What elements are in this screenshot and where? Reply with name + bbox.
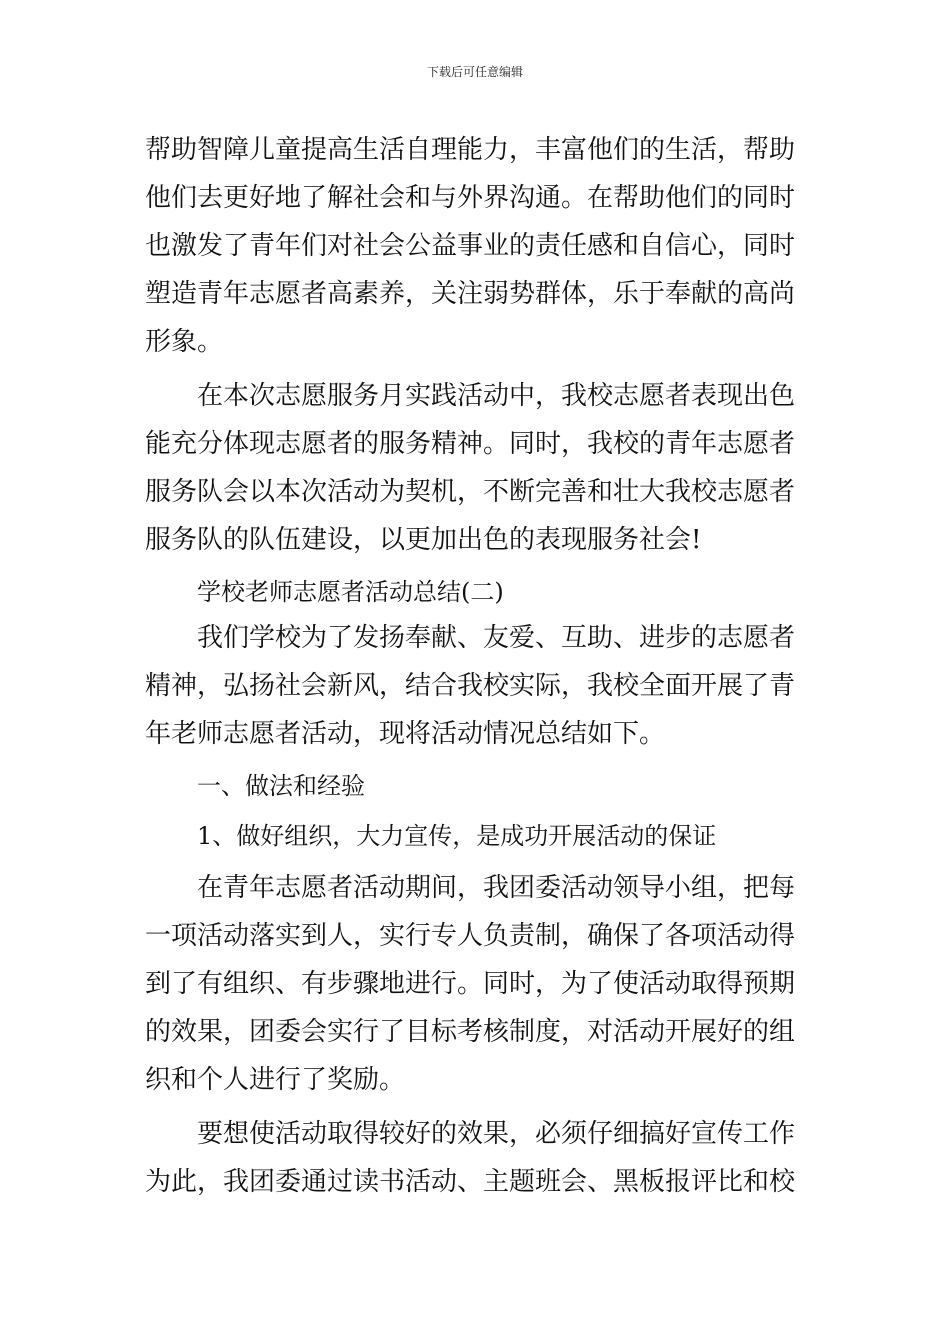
- text-line: 织和个人进行了奖励。: [145, 1065, 406, 1095]
- document-body: [145, 126, 807, 1206]
- text-line: 精神，弘扬社会新风，结合我校实际，我校全面开展了青: [145, 671, 796, 701]
- download-note: 下载后可任意编辑: [426, 65, 523, 79]
- text-line: 到了有组织、有步骤地进行。同时，为了使活动取得预期: [145, 969, 796, 999]
- text-line: 能充分体现志愿者的服务精神。同时，我校的青年志愿者: [145, 429, 796, 459]
- text-line: 形象。: [145, 327, 224, 357]
- text-line: 也激发了青年们对社会公益事业的责任感和自信心，同时: [145, 231, 796, 261]
- paragraph-start: 在青年志愿者活动期间，我团委活动领导小组，把每: [197, 873, 796, 903]
- text-line: 服务队的队伍建设，以更加出色的表现服务社会!: [145, 525, 702, 555]
- text-line: 服务队会以本次活动为契机，不断完善和壮大我校志愿者: [145, 477, 796, 507]
- section-title: 学校老师志愿者活动总结(二): [197, 578, 504, 606]
- section-heading: 一、做法和经验: [197, 772, 365, 800]
- text-line: 的效果，团委会实行了目标考核制度，对活动开展好的组: [145, 1017, 796, 1047]
- text-line: 塑造青年志愿者高素养，关注弱势群体，乐于奉献的高尚: [145, 279, 796, 309]
- paragraph-start: 在本次志愿服务月实践活动中，我校志愿者表现出色: [197, 381, 796, 411]
- text-line: 一项活动落实到人，实行专人负责制，确保了各项活动得: [145, 921, 796, 951]
- text-line: 为此，我团委通过读书活动、主题班会、黑板报评比和校: [145, 1167, 796, 1197]
- text-line: 帮助智障儿童提高生活自理能力，丰富他们的生活，帮助: [145, 135, 796, 165]
- text-line: 他们去更好地了解社会和与外界沟通。在帮助他们的同时: [145, 183, 796, 213]
- paragraph-start: 我们学校为了发扬奉献、友爱、互助、进步的志愿者: [197, 623, 796, 653]
- subsection-heading: 1、做好组织，大力宣传，是成功开展活动的保证: [197, 822, 717, 850]
- paragraph-start: 要想使活动取得较好的效果，必须仔细搞好宣传工作: [197, 1119, 796, 1149]
- text-line: 年老师志愿者活动，现将活动情况总结如下。: [145, 719, 666, 749]
